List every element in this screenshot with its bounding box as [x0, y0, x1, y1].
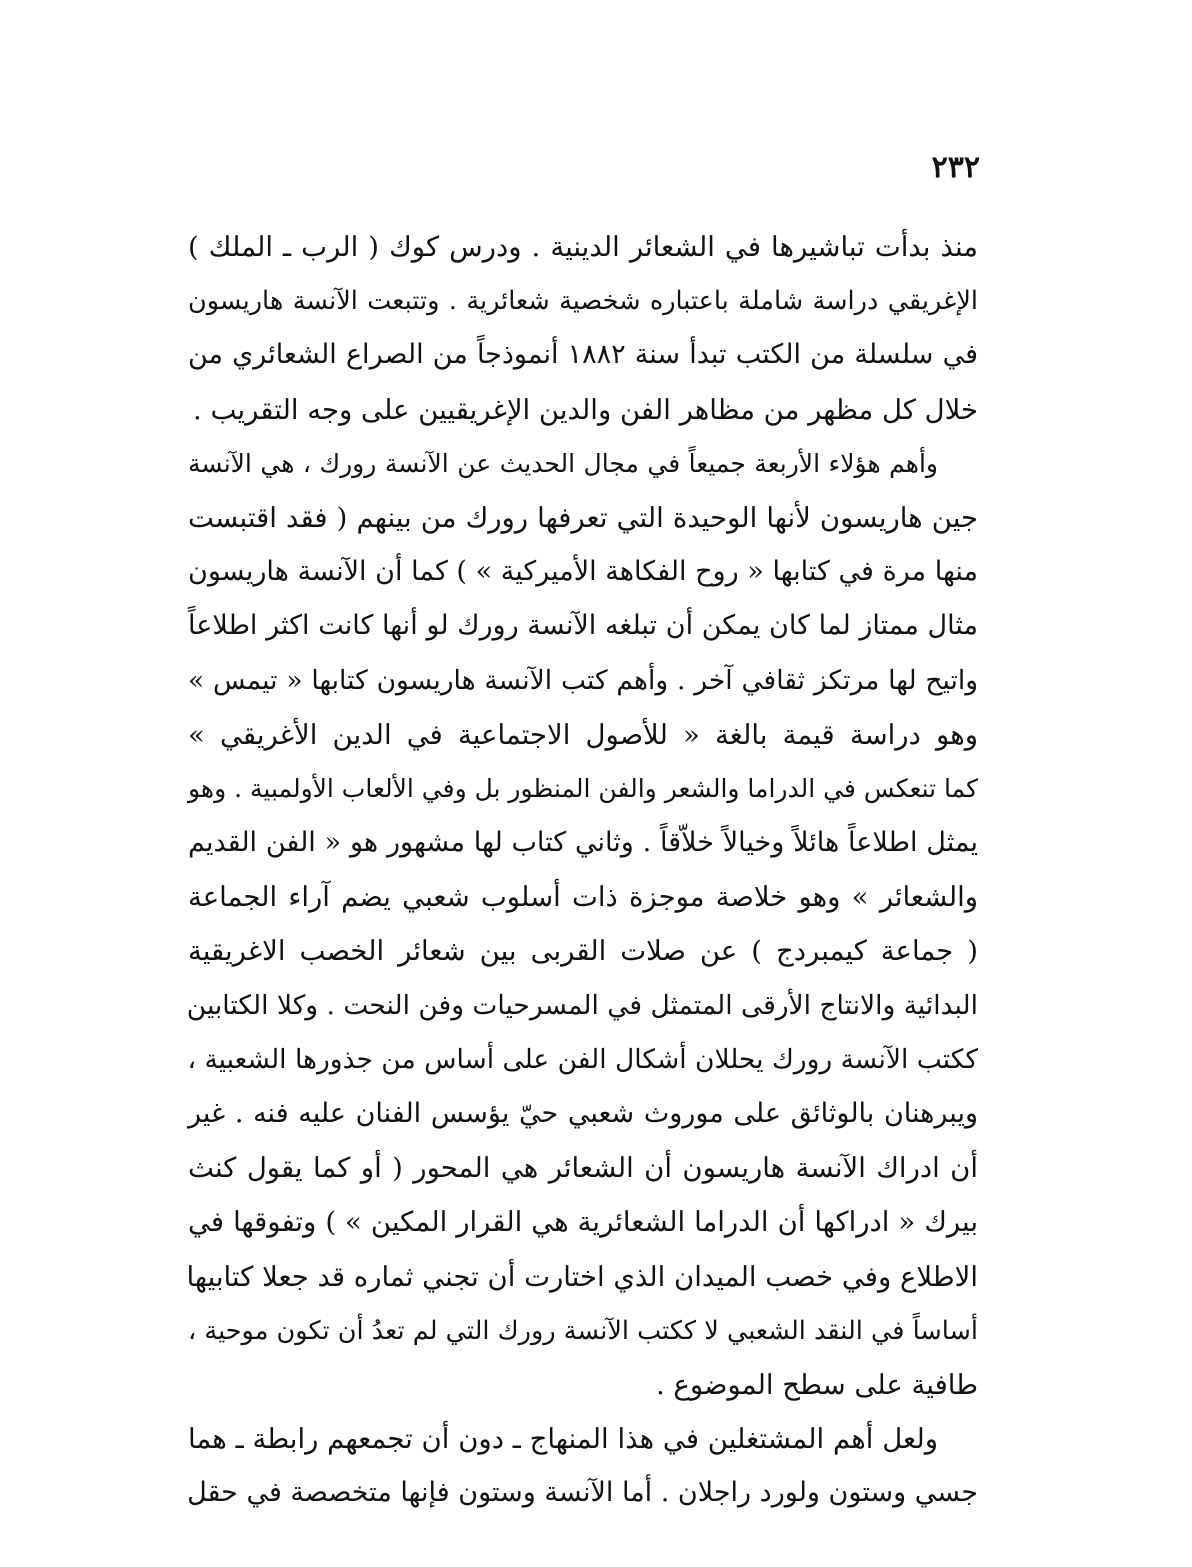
text-line: منذ بدأت تباشيرها في الشعائر الدينية . ودرس كوك ( الرب ـ الملك ) [188, 231, 978, 263]
text-line: البدائية والانتاج الأرقى المتمثل في المسرحيات وفن النحت . وكلا الكتابين [186, 989, 978, 1021]
text-line: منها مرة في كتابها « روح الفكاهة الأميركية » ) كما أن الآنسة هاريسون [188, 556, 978, 588]
text-line: وهو دراسة قيمة بالغة « للأصول الاجتماعية في الدين الأغريقي » [188, 718, 978, 751]
text-line: ككتب الآنسة رورك يحللان أشكال الفن على أساس من جذورها الشعبية ، [187, 1043, 978, 1075]
text-line: ويبرهنان بالوثائق على موروث شعبي حيّ يؤسس الفنان عليه فنه . غير [188, 1098, 978, 1129]
text-line: مثال ممتاز لما كان يمكن أن تبلغه الآنسة رورك لو أنها كانت اكثر اطلاعاً [188, 610, 978, 642]
text-line: الاطلاع وفي خصب الميدان الذي اختارت أن تجني ثماره قد جعلا كتابيها [186, 1260, 978, 1293]
text-line: أن ادراك الآنسة هاريسون أن الشعائر هي المحور ( أو كما يقول كنث [188, 1152, 978, 1185]
text-line: أساساً في النقد الشعبي لا ككتب الآنسة رورك التي لم تعدُ أن تكون موحية ، [188, 1315, 978, 1346]
text-line: طافية على سطح الموضوع . [655, 1368, 978, 1401]
text-line: جسي وستون ولورد راجلان . أما الآنسة وستون فإنها متخصصة في حقل [187, 1477, 978, 1509]
text-line: جين هاريسون لأنها الوحيدة التي تعرفها رورك من بينهم ( فقد اقتبست [188, 501, 978, 534]
text-line: يمثل اطلاعاً هائلاً وخيالاً خلاّقاً . وثاني كتاب لها مشهور هو « الفن القديم [188, 827, 978, 859]
text-line: وأهم هؤلاء الأربعة جميعاً في مجال الحديث عن الآنسة رورك ، هي الآنسة [188, 448, 938, 478]
body-text [188, 220, 978, 1521]
text-line: ( جماعة كيمبردج ) عن صلات القربى بين شعائر الخصب الاغريقية [188, 935, 978, 968]
text-line: في سلسلة من الكتب تبدأ سنة ١٨٨٢ أنموذجاً من الصراع الشعائري من [188, 339, 978, 371]
text-line: كما تنعكس في الدراما والشعر والفن المنظور بل وفي الألعاب الأولمبية . وهو [188, 773, 978, 803]
text-line: واتيح لها مرتكز ثقافي آخر . وأهم كتب الآنسة هاريسون كتابها « تيمس » [188, 664, 978, 696]
page-number: ٢٣٢ [931, 150, 980, 185]
text-line: ولعل أهم المشتغلين في هذا المنهاج ـ دون أن تجمعهم رابطة ـ هما [188, 1423, 938, 1456]
text-line: خلال كل مظهر من مظاهر الفن والدين الإغريقيين على وجه التقريب . [192, 393, 978, 426]
text-line: بيرك « ادراكها أن الدراما الشعائرية هي القرار المكين » ) وتفوقها في [188, 1206, 978, 1239]
text-line: الإغريقي دراسة شاملة باعتباره شخصية شعائرية . وتتبعت الآنسة هاريسون [188, 286, 978, 317]
text-line: والشعائر » وهو خلاصة موجزة ذات أسلوب شعبي يضم آراء الجماعة [188, 881, 978, 914]
